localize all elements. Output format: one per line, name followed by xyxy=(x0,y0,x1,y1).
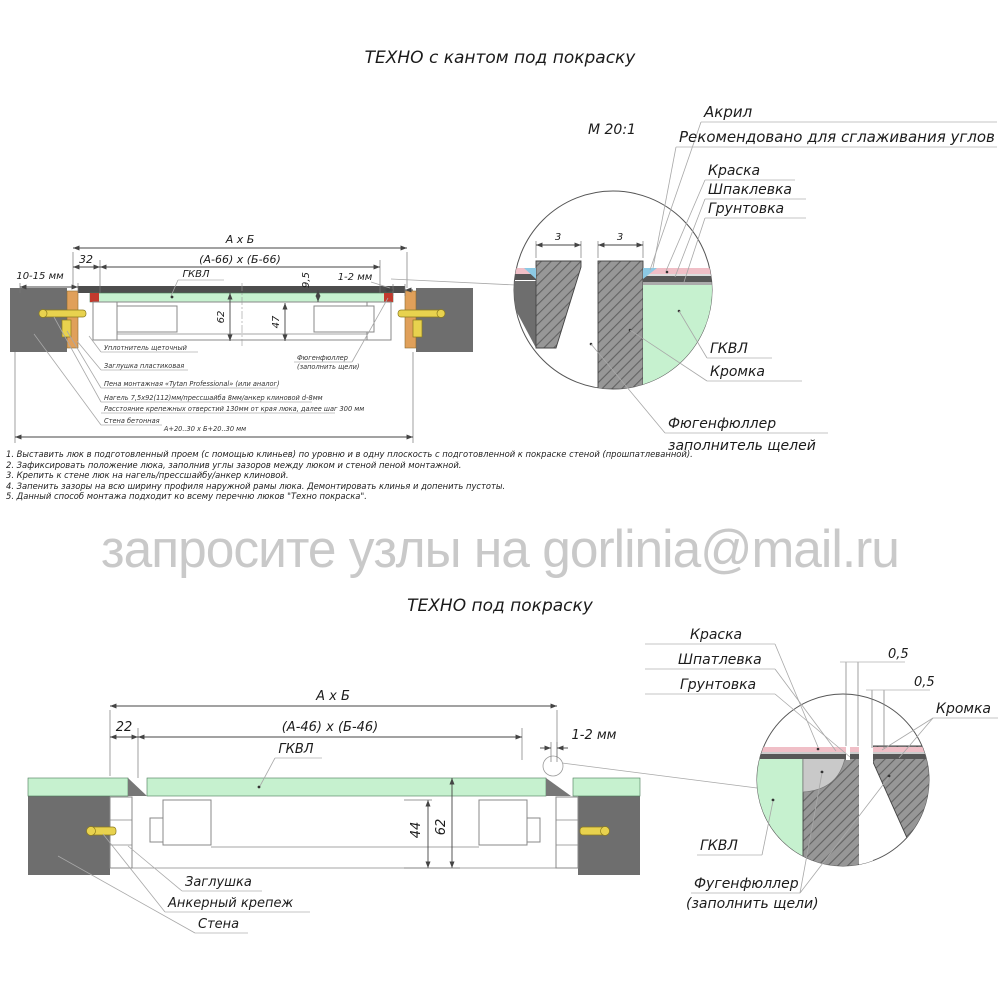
top-detail-view xyxy=(506,191,715,390)
bottom-gkvl-lid xyxy=(147,778,546,796)
callout-b-gkvl: ГКВЛ xyxy=(700,838,738,854)
note-3: 3. Крепить к стене люк на нагель/прессшайбу/анкер клиновой. xyxy=(6,470,289,481)
dim-bottom-overall: А х Б xyxy=(316,689,350,704)
note-2: 2. Зафиксировать положение люка, заполнив углы зазоров между люком и стеной пеной монтажной. xyxy=(6,459,462,470)
bottom-filler-wedge-left xyxy=(128,778,147,796)
label-wall-concrete: Стена бетонная xyxy=(104,417,160,425)
label-filler-small-1: Фюгенфюллер xyxy=(297,354,348,362)
dim-bottom-offset: 22 xyxy=(115,720,133,735)
label-anchor: Анкерный крепеж xyxy=(168,896,294,911)
dim-top-overall: А х Б xyxy=(225,233,255,246)
callout-b-filler-1: Фугенфюллер xyxy=(694,876,799,892)
label-plug-plastic: Заглушка пластиковая xyxy=(104,362,185,370)
dim-top-inner: (А-66) х (Б-66) xyxy=(199,253,281,266)
top-left-corner-seal xyxy=(90,293,99,302)
label-foam: Пена монтажная «Tytan Professional» (или аналог) xyxy=(104,380,280,388)
detail-marker-circle xyxy=(543,756,563,776)
label-seal: Уплотнитель щеточный xyxy=(104,344,187,352)
callout-filler-1: Фюгенфюллер xyxy=(668,416,777,432)
top-right-corner-seal xyxy=(384,293,393,302)
detail-dim-right: 3 xyxy=(616,232,624,243)
dim-top-opening: А+20..30 х Б+20..30 мм xyxy=(163,425,247,433)
label-wall: Стена xyxy=(198,917,240,932)
callout-gkvl: ГКВЛ xyxy=(710,341,748,357)
installation-notes xyxy=(6,449,693,502)
top-right-wood-wedge xyxy=(405,291,416,348)
label-filler-small-2: (заполнить щели) xyxy=(297,363,360,371)
dim-top-panel: 9,5 xyxy=(301,272,312,288)
top-gkvl-panel xyxy=(90,293,393,302)
callout-b-primer: Грунтовка xyxy=(680,677,757,693)
bottom-filler-wedge-right xyxy=(546,778,571,796)
dim-top-gap: 1-2 мм xyxy=(337,272,373,283)
top-detail-gkvl xyxy=(643,285,715,390)
dim-top-wall-gap: 10-15 мм xyxy=(16,271,64,282)
bottom-detail-view xyxy=(756,647,935,870)
label-spacing: Расстояние крепежных отверстий 130мм от края люка, далее шаг 300 мм xyxy=(104,405,365,413)
callout-acryl-note: Рекомендовано для сглаживания углов xyxy=(679,128,995,146)
note-5: 5. Данный способ монтажа подходит ко всему перечню люков "Техно покраска". xyxy=(6,491,367,502)
dim-bottom-inner: (А-46) х (Б-46) xyxy=(281,720,379,735)
note-1: 1. Выставить люк в подготовленный проем (с помощью клиньев) по уровню и в одну плоскость с подготовленной к покраске стеной (прошпатлеванной). xyxy=(6,449,693,459)
top-section-view xyxy=(10,233,516,443)
dim-bottom-inner-depth: 44 xyxy=(409,821,424,839)
leader-to-top-detail xyxy=(391,279,516,285)
label-bottom-gkvl: ГКВЛ xyxy=(278,742,314,757)
detail-dim-left: 3 xyxy=(554,232,562,243)
dim-half-2: 0,5 xyxy=(914,675,935,690)
callout-edge: Кромка xyxy=(710,364,765,380)
dim-top-depth: 62 xyxy=(216,310,227,324)
top-detail-lid-profile xyxy=(598,261,643,389)
bottom-section-view xyxy=(28,689,757,933)
note-4: 4. Запенить зазоры на всю ширину профиля наружной рамы люка. Демонтировать клинья и допенить пустоты. xyxy=(6,480,506,491)
dim-bottom-gap: 1-2 мм xyxy=(571,728,617,743)
top-drawing-title: ТЕХНО с кантом под покраску xyxy=(364,48,636,68)
label-nagel: Нагель 7,5х92(112)мм/прессшайба 8мм/анкер клиновой d-8мм xyxy=(104,394,323,402)
callout-b-paint: Краска xyxy=(690,627,743,643)
callout-b-putty: Шпатлевка xyxy=(678,652,762,668)
top-lid-flange xyxy=(78,286,405,293)
dim-top-inner-depth: 47 xyxy=(271,315,282,329)
top-right-wall xyxy=(416,288,473,352)
dim-bottom-depth: 62 xyxy=(434,818,449,836)
dim-top-offset: 32 xyxy=(79,253,93,266)
callout-filler-2: заполнитель щелей xyxy=(668,438,816,454)
callout-b-filler-2: (заполнить щели) xyxy=(686,896,819,912)
callout-b-edge: Кромка xyxy=(936,701,991,717)
label-top-gkvl: ГКВЛ xyxy=(182,269,210,280)
bottom-drawing-title: ТЕХНО под покраску xyxy=(407,596,593,616)
bottom-frame-profiles xyxy=(110,797,578,868)
top-detail-frame-profile xyxy=(536,261,581,348)
callout-putty: Шпаклевка xyxy=(708,182,793,198)
bottom-gkvl-wall-left xyxy=(28,778,128,796)
top-left-wall xyxy=(10,288,67,352)
dim-half-1: 0,5 xyxy=(888,647,909,662)
label-plug: Заглушка xyxy=(185,875,252,890)
detail-scale: М 20:1 xyxy=(588,122,636,138)
watermark-text: запросите узлы на gorlinia@mail.ru xyxy=(101,520,899,579)
bottom-gkvl-wall-right xyxy=(573,778,640,796)
callout-paint: Краска xyxy=(708,163,761,179)
callout-acryl: Акрил xyxy=(704,103,753,121)
callout-primer: Грунтовка xyxy=(708,201,785,217)
